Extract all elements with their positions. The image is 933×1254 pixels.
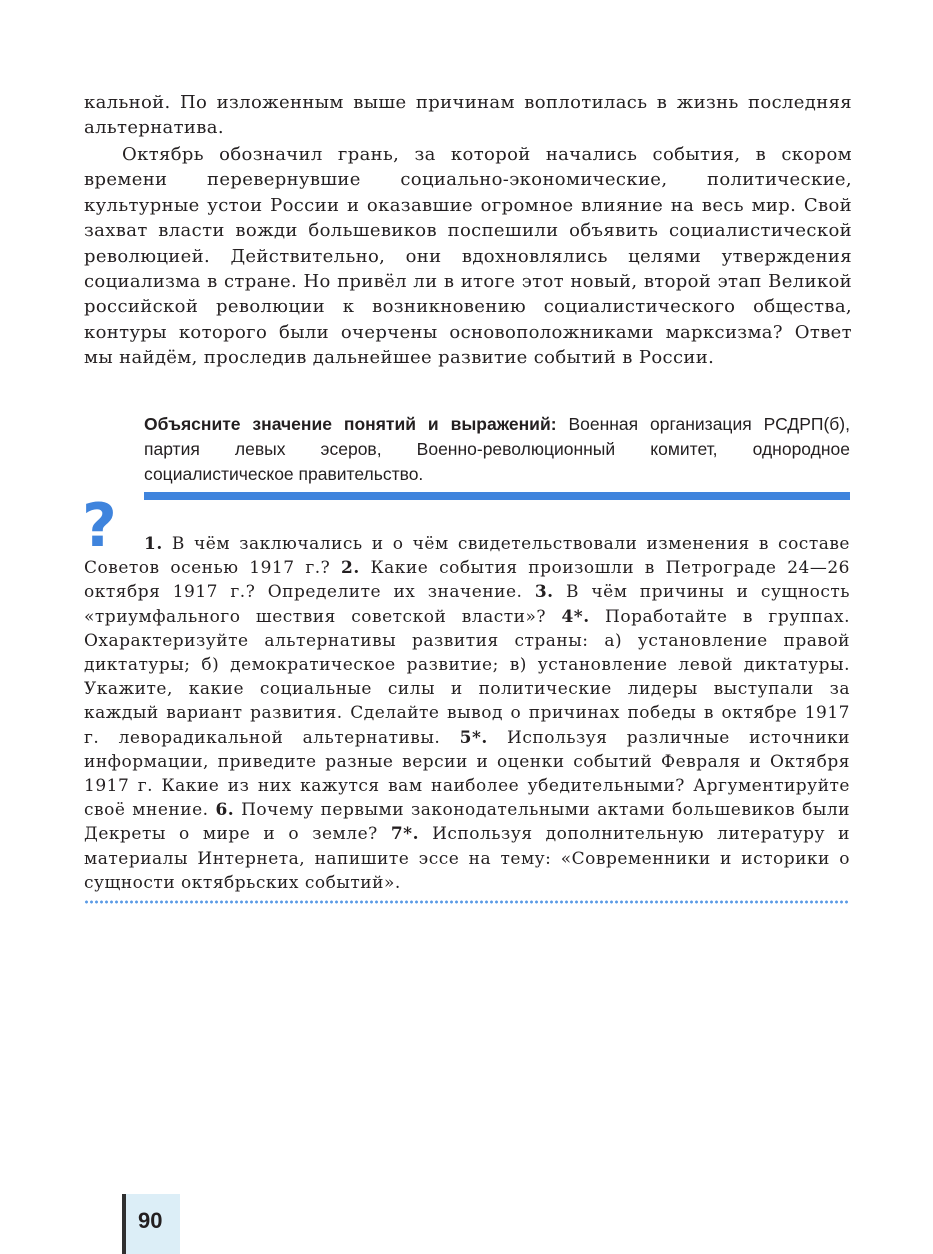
terms-box [144,412,850,487]
question-2-text: Какие события произошли в Петрограде 24—26 октября 1917 г.? Определите их значение. [84,558,850,603]
question-7-number: 7*. [390,824,419,845]
question-1-number: 1. [144,534,163,554]
questions-block [84,532,850,895]
question-6-number: 6. [215,800,235,821]
blue-divider [144,492,850,500]
question-4-number: 4*. [561,606,590,627]
paragraph-2-text: Октябрь обозначил грань, за которой начались события, в скором времени перевернувшие социально-экономические, политические, культурные устои России и оказавшие огромное влияние на весь мир. Свой захват власти вожди большевиков поспешили объявить социалистической революцией. Действительно, они вдохновлялись целями утверждения социализма в стране. Но привёл ли в итоге этот новый, второй этап Великой российской революции к возникновению социалистического общества, контуры которого были очерчены основоположниками марксизма? Ответ мы найдём, проследив дальнейшее развитие событий в России. [84,144,852,369]
question-7-text: Используя дополнительную литературу и материалы Интернета, напишите эссе на тему: «Современники и историки о сущности октябрьских событий». [84,824,850,893]
question-5-number: 5*. [459,727,488,748]
question-5-text: Используя различные источники информации, приведите разные версии и оценки событий Февраля и Октября 1917 г. Какие из них кажутся вам наиболее убедительными? Аргументируйте своё мнение. [84,727,850,821]
question-3-text: В чём причины и сущность «триумфального шествия советской власти»? [84,582,850,627]
page-number: 90 [138,1208,163,1233]
question-1-text: В чём заключались и о чём свидетельствовали изменения в составе Советов осенью 1917 г.? [84,534,850,579]
question-3-number: 3. [534,582,554,603]
question-4-text: Поработайте в группах. Охарактеризуйте альтернативы развития страны: а) установление правой диктатуры; б) демократическое развитие; в) установление левой диктатуры. Укажите, какие социальные силы и политические лидеры выступали за каждый вариант развития. Сделайте вывод о причинах победы в октябре 1917 г. леворадикальной альтернативы. [84,606,851,748]
paragraph-continuation [84,90,852,141]
question-mark-icon: ? [82,491,117,561]
question-2-number: 2. [341,558,360,579]
question-6-text: Почему первыми законодательными актами большевиков были Декреты о мире и о земле? [84,800,851,845]
terms-heading: Объясните значение понятий и выражений: [144,414,557,434]
paragraph-1-text: кальной. По изложенным выше причинам воплотилась в жизнь последняя альтернатива. [84,92,852,139]
terms-body: Военная организация РСДРП(б), партия левых эсеров, Военно-революционный комитет, однородное социалистическое правительство. [144,414,850,484]
paragraph-october [84,142,852,371]
dotted-divider [84,900,850,904]
